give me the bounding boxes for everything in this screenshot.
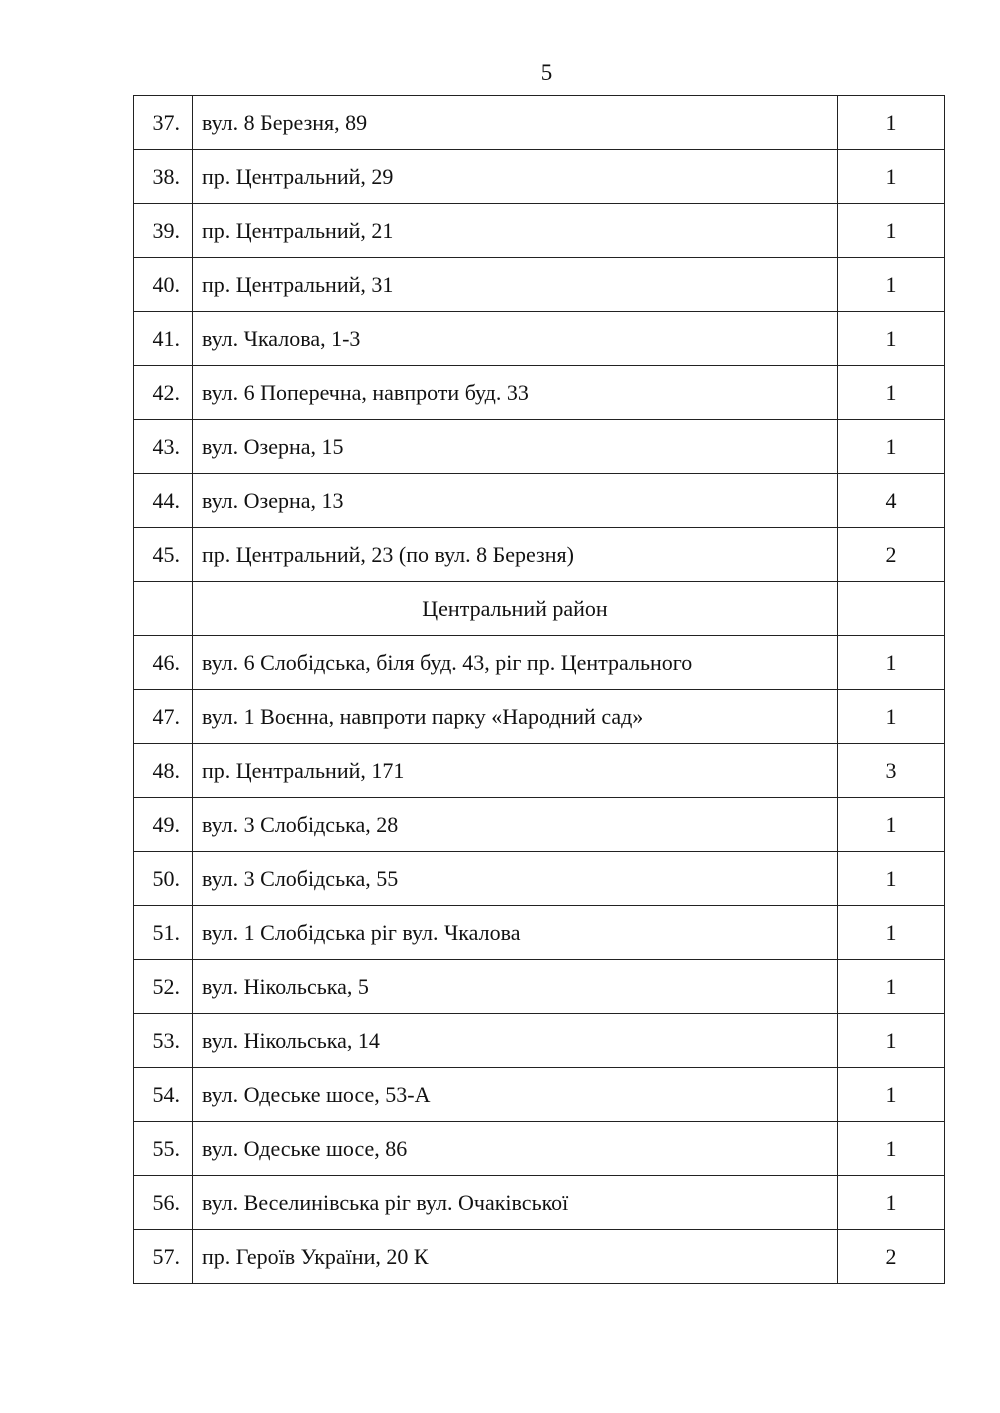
- table-row: [134, 744, 945, 798]
- row-number: 54.: [134, 1068, 193, 1122]
- row-number: 39.: [134, 204, 193, 258]
- row-address: вул. Одеське шосе, 86: [193, 1122, 838, 1176]
- row-quantity: 1: [838, 420, 945, 474]
- table-row: [134, 636, 945, 690]
- row-address: пр. Центральний, 31: [193, 258, 838, 312]
- row-quantity: 1: [838, 636, 945, 690]
- row-address: вул. Нікольська, 14: [193, 1014, 838, 1068]
- row-quantity: 1: [838, 312, 945, 366]
- row-address: вул. Веселинівська ріг вул. Очаківської: [193, 1176, 838, 1230]
- row-number: 45.: [134, 528, 193, 582]
- row-quantity: [838, 582, 945, 636]
- table-row: [134, 852, 945, 906]
- table-row: [134, 312, 945, 366]
- row-number: 41.: [134, 312, 193, 366]
- row-quantity: 1: [838, 258, 945, 312]
- row-number: 57.: [134, 1230, 193, 1284]
- row-quantity: 2: [838, 528, 945, 582]
- row-quantity: 1: [838, 204, 945, 258]
- table-row: [134, 690, 945, 744]
- row-address: вул. 8 Березня, 89: [193, 96, 838, 150]
- row-number: 55.: [134, 1122, 193, 1176]
- table-row: [134, 798, 945, 852]
- address-table-body: [134, 96, 945, 1284]
- row-quantity: 1: [838, 1176, 945, 1230]
- row-quantity: 1: [838, 366, 945, 420]
- row-quantity: 1: [838, 150, 945, 204]
- table-row: [134, 1014, 945, 1068]
- table-row: [134, 1230, 945, 1284]
- table-row: [134, 960, 945, 1014]
- row-address: вул. Озерна, 15: [193, 420, 838, 474]
- row-number: 46.: [134, 636, 193, 690]
- row-quantity: 1: [838, 906, 945, 960]
- row-address: вул. Озерна, 13: [193, 474, 838, 528]
- row-address: вул. 1 Воєнна, навпроти парку «Народний сад»: [193, 690, 838, 744]
- row-quantity: 4: [838, 474, 945, 528]
- row-quantity: 2: [838, 1230, 945, 1284]
- row-address: вул. 6 Поперечна, навпроти буд. 33: [193, 366, 838, 420]
- row-number: 50.: [134, 852, 193, 906]
- row-address: вул. 6 Слобідська, біля буд. 43, ріг пр. Центрального: [193, 636, 838, 690]
- table-row: [134, 204, 945, 258]
- page-number: 5: [540, 60, 553, 85]
- row-address: пр. Центральний, 23 (по вул. 8 Березня): [193, 528, 838, 582]
- row-number: 40.: [134, 258, 193, 312]
- table-row: [134, 258, 945, 312]
- table-row: [134, 1122, 945, 1176]
- row-address: пр. Центральний, 21: [193, 204, 838, 258]
- table-row: [134, 420, 945, 474]
- row-number: 38.: [134, 150, 193, 204]
- row-number: 52.: [134, 960, 193, 1014]
- table-row: [134, 474, 945, 528]
- row-number: 53.: [134, 1014, 193, 1068]
- table-row: [134, 906, 945, 960]
- table-row: [134, 1068, 945, 1122]
- table-row: [134, 1176, 945, 1230]
- row-quantity: 1: [838, 1122, 945, 1176]
- row-address: вул. Чкалова, 1-3: [193, 312, 838, 366]
- row-number: [134, 582, 193, 636]
- district-title: Центральний район: [193, 582, 838, 636]
- row-number: 47.: [134, 690, 193, 744]
- row-number: 37.: [134, 96, 193, 150]
- row-number: 49.: [134, 798, 193, 852]
- row-number: 43.: [134, 420, 193, 474]
- row-number: 51.: [134, 906, 193, 960]
- row-quantity: 1: [838, 96, 945, 150]
- row-number: 56.: [134, 1176, 193, 1230]
- row-address: вул. 1 Слобідська ріг вул. Чкалова: [193, 906, 838, 960]
- row-address: вул. 3 Слобідська, 55: [193, 852, 838, 906]
- section-header-row: [134, 582, 945, 636]
- row-address: пр. Героїв України, 20 К: [193, 1230, 838, 1284]
- table-row: [134, 366, 945, 420]
- table-row: [134, 528, 945, 582]
- row-number: 42.: [134, 366, 193, 420]
- row-quantity: 1: [838, 798, 945, 852]
- row-quantity: 1: [838, 690, 945, 744]
- address-table: [133, 95, 945, 1284]
- row-quantity: 1: [838, 1014, 945, 1068]
- row-quantity: 1: [838, 960, 945, 1014]
- row-quantity: 3: [838, 744, 945, 798]
- row-address: вул. Нікольська, 5: [193, 960, 838, 1014]
- row-number: 48.: [134, 744, 193, 798]
- row-address: вул. 3 Слобідська, 28: [193, 798, 838, 852]
- row-number: 44.: [134, 474, 193, 528]
- row-address: пр. Центральний, 29: [193, 150, 838, 204]
- row-quantity: 1: [838, 1068, 945, 1122]
- row-quantity: 1: [838, 852, 945, 906]
- table-row: [134, 96, 945, 150]
- table-row: [134, 150, 945, 204]
- row-address: пр. Центральний, 171: [193, 744, 838, 798]
- row-address: вул. Одеське шосе, 53-А: [193, 1068, 838, 1122]
